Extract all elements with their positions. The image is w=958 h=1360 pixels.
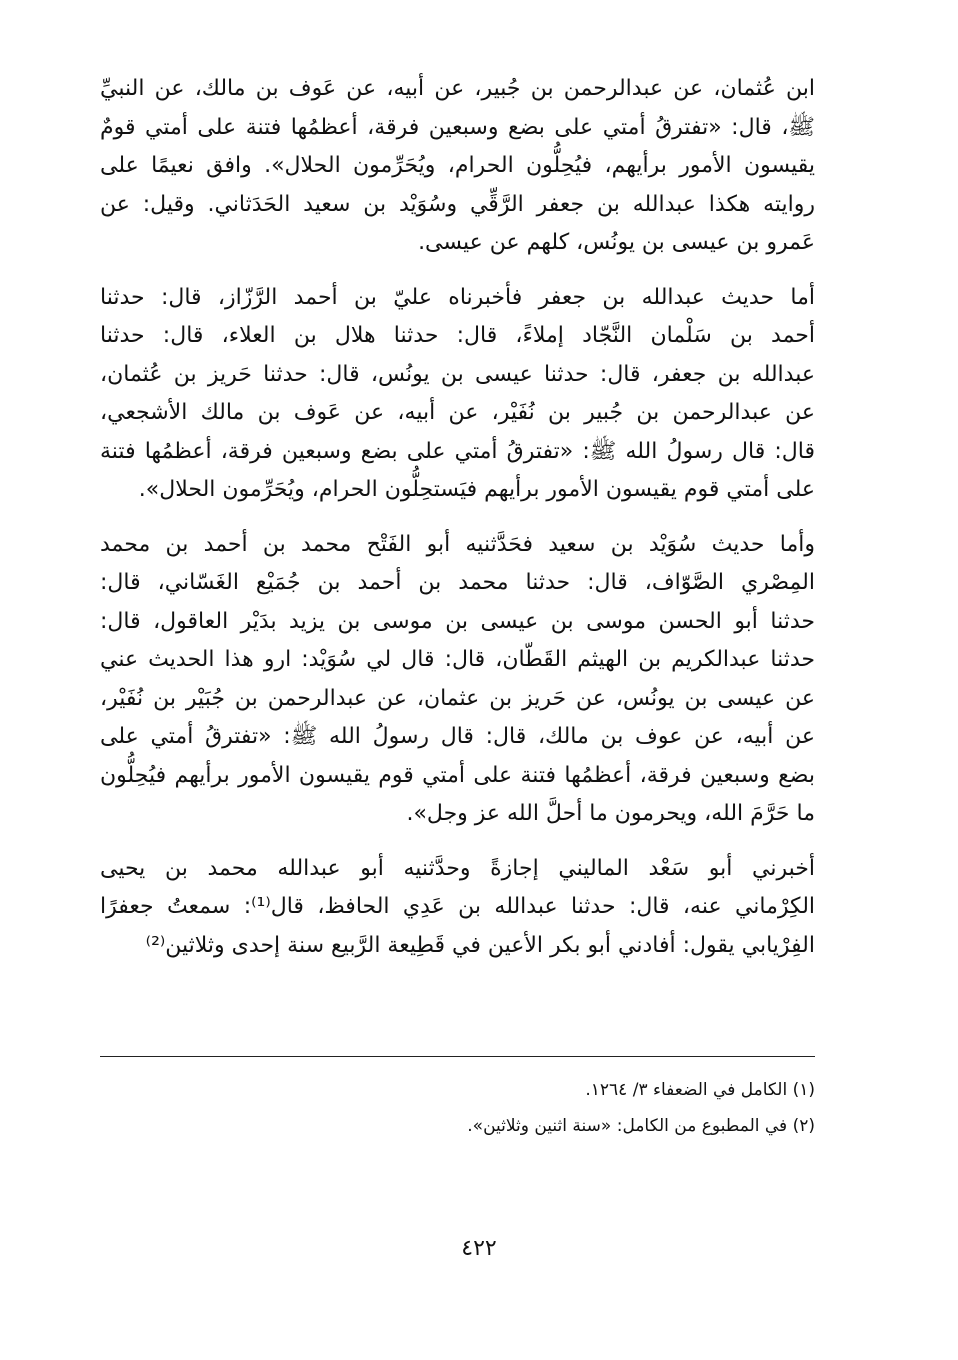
text-line: عبدالله بن جعفر، قال: حدثنا عيسى بن يونُس، قال: حدثنا حَريز بن عُثمان، <box>100 361 815 387</box>
footnote-divider <box>100 1056 815 1057</box>
text-line: يقيسون الأمور برأيهم، فيُحِلُّون الحرام، ويُحَرِّمون الحلال». وافق نعيمًا على <box>100 153 815 178</box>
text-line: الفِرْيابي يقول: أفادني أبو بكر الأعين في قَطِيعة الرَّبيع سنة إحدى وثلاثين⁽²⁾ <box>145 932 815 958</box>
text-line: المِصْري الصَّوّاف، قال: حدثنا محمد بن أحمد بن جُمَيْع الغَسّاني، قال: <box>100 570 815 595</box>
text-line: على أمتي قوم يقيسون الأمور برأيهم فيَستحِلُّون الحرام، ويُحَرِّمون الحلال». <box>138 477 815 502</box>
footnote: (٢) في المطبوع من الكامل: «سنة اثنين وثلاثين». <box>467 1116 815 1136</box>
main-text <box>100 70 815 965</box>
text-line: أخبرني أبو سَعْد الماليني إجازةً وحدَّثنيه أبو عبدالله محمد بن يحيى <box>100 855 815 881</box>
paragraph-gap <box>100 834 815 850</box>
text-line: روايته هكذا عبدالله بن جعفر الرَّقِّي وسُوَيْد بن سعيد الحَدَثاني. وقيل: عن <box>100 191 815 217</box>
text-line: أما حديث عبدالله بن جعفر فأخبرناه عليّ بن أحمد الرَّزّاز، قال: حدثنا <box>100 284 815 310</box>
text-line: ما حَرَّمَ الله، ويحرمون ما أحلَّ الله عز وجل». <box>406 801 815 826</box>
paragraph <box>100 70 815 263</box>
footnotes <box>100 1072 815 1144</box>
text-line: عَمرو بن عيسى بن يونُس، كلهم عن عيسى. <box>418 230 815 255</box>
text-line: قال: قال رسولُ الله ﷺ: «تفترقُ أمتي على بضع وسبعين فرقة، أعظمُها فتنة <box>100 438 815 464</box>
text-line: ﷺ، قال: «تفترقُ أمتي على بضع وسبعين فرقة، أعظمُها فتنة على أمتي قومٌ <box>100 114 815 140</box>
text-line: عن عبدالرحمن بن جُبير بن نُفَيْر، عن أبيه، عن عَوف بن مالك الأشجعي، <box>100 400 815 425</box>
text-line: ابن عُثمان، عن عبدالرحمن بن جُبير، عن أبيه، عن عَوف بن مالك، عن النبيِّ <box>100 76 815 101</box>
text-line: عن عيسى بن يونُس، عن حَريز بن عثمان، عن عبدالرحمن بن جُبَيْر بن نُفَيْر، <box>100 685 815 711</box>
paragraph <box>100 526 815 834</box>
text-line: أحمد بن سَلْمان النَّجّاد إملاءً، قال: حدثنا هلال بن العلاء، قال: حدثنا <box>100 323 815 348</box>
paragraph <box>100 850 815 966</box>
text-line: عن أبيه، عن عوف بن مالك، قال: قال رسولُ الله ﷺ: «تفترقُ أمتي على <box>100 724 815 749</box>
text-line: حدثنا أبو الحسن موسى بن عيسى بن موسى بن يزيد بدَيْر العاقول، قال: <box>100 608 815 634</box>
text-line: الكِرْماني عنه، قال: حدثنا عبدالله بن عَدِي الحافظ، قال⁽¹⁾: سمعتُ جعفرًا <box>100 894 816 919</box>
paragraph-gap <box>100 510 815 526</box>
page-number: ٤٢٢ <box>461 1236 497 1261</box>
text-line: بضع وسبعين فرقة، أعظمُها فتنة على أمتي قوم يقيسون الأمور برأيهم فيُحِلُّون <box>100 762 815 788</box>
paragraph <box>100 279 815 510</box>
footnote: (١) الكامل في الضعفاء ٣/ ١٢٦٤. <box>585 1080 815 1100</box>
text-line: وأما حديث سُوَيْد بن سعيد فحَدَّثنيه أبو الفَتْح محمد بن أحمد بن محمد <box>100 531 815 557</box>
text-line: حدثنا عبدالكريم بن الهيثم القَطّان، قال: قال لي سُوَيْد: ارو هذا الحديث عني <box>100 647 815 672</box>
paragraph-gap <box>100 263 815 279</box>
